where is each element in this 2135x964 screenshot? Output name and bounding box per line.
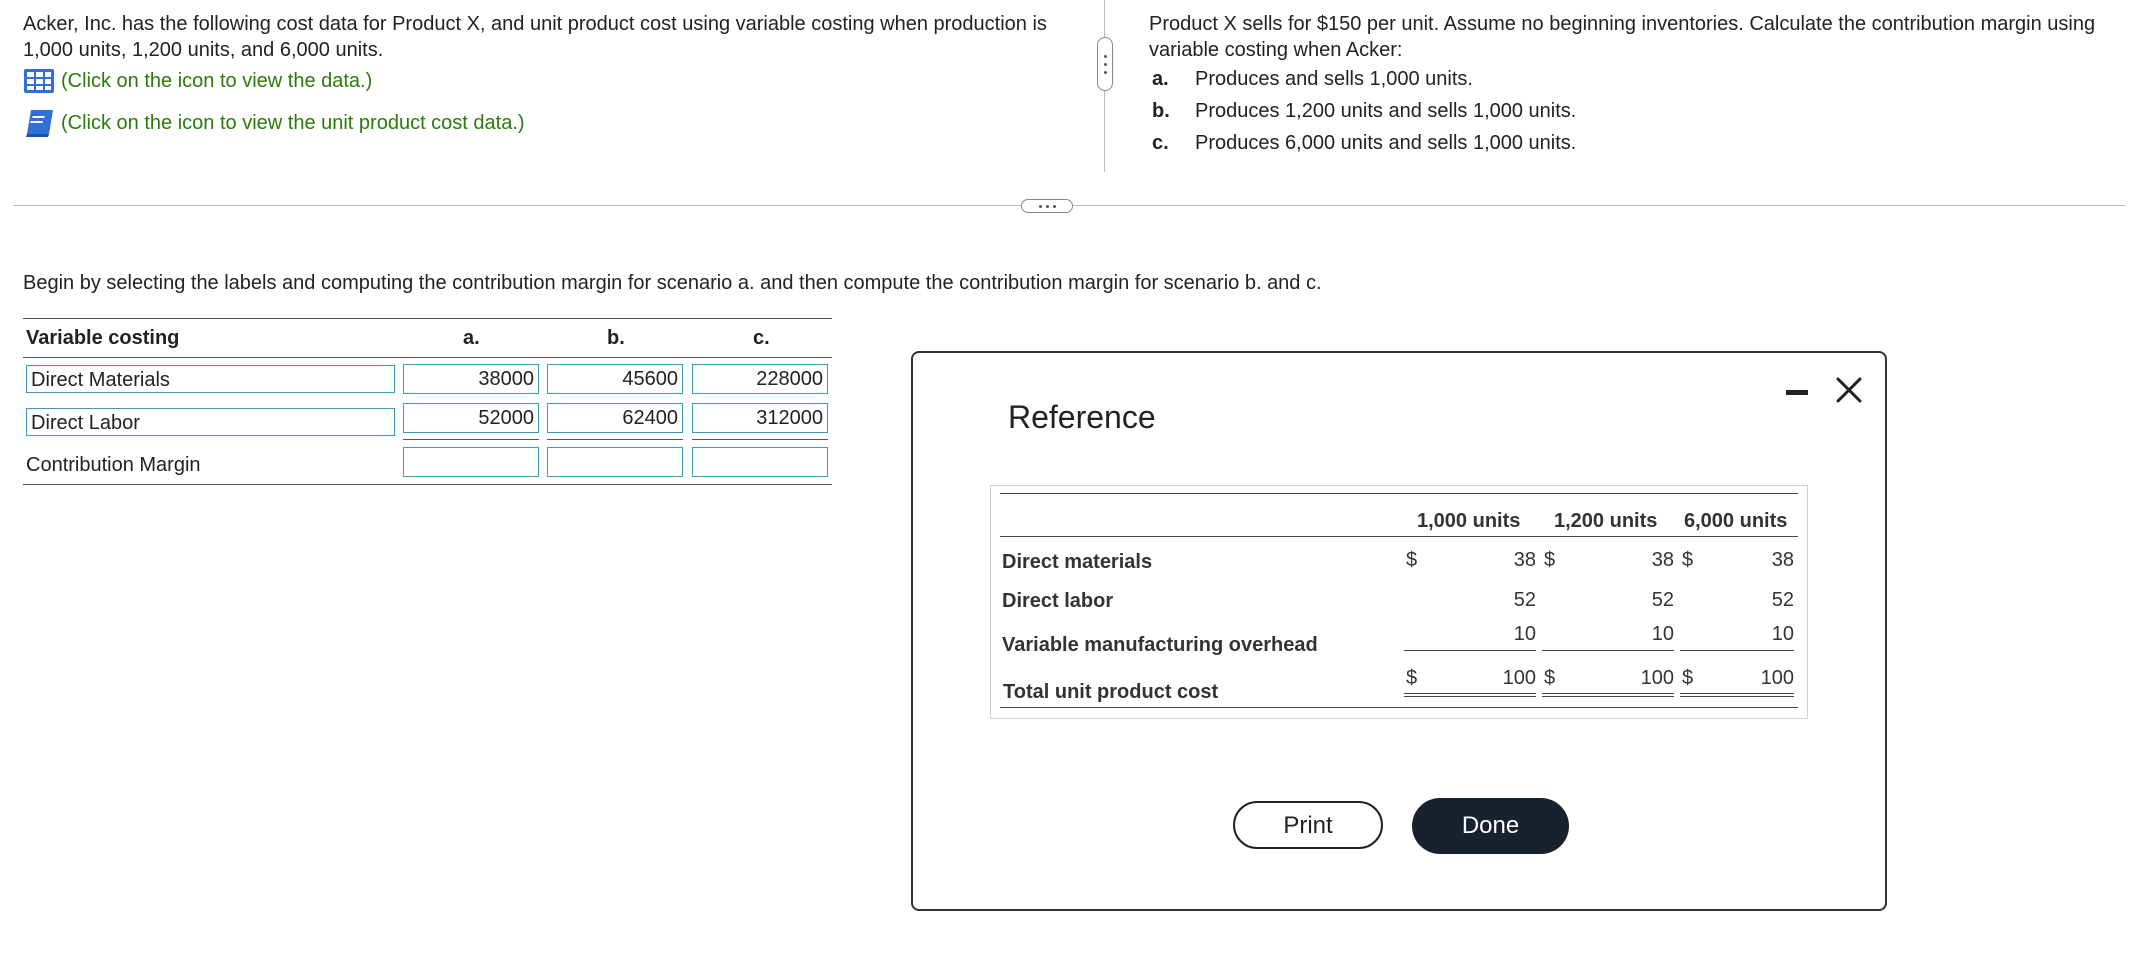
subtotal-rule <box>1680 650 1794 651</box>
ref-value: 52 <box>1771 589 1794 611</box>
row-label-contribution-margin: Contribution Margin <box>26 454 201 476</box>
ref-column-header: 1,000 units <box>1417 510 1521 532</box>
unit-cost-link-text[interactable]: (Click on the icon to view the unit product cost data.) <box>61 111 525 134</box>
input-c-direct-materials[interactable]: 228000 <box>692 364 828 394</box>
input-c-direct-labor[interactable]: 312000 <box>692 403 828 433</box>
ref-row-label: Direct labor <box>1002 590 1114 612</box>
data-link[interactable] <box>23 68 372 94</box>
subtotal-rule <box>547 439 683 440</box>
currency-symbol: $ <box>1406 667 1418 689</box>
input-b-contribution-margin[interactable] <box>547 447 683 477</box>
scenario-a <box>1152 68 1473 91</box>
subtotal-rule <box>1542 650 1674 651</box>
ref-value: 52 <box>1651 589 1674 611</box>
total-double-rule <box>1404 693 1536 697</box>
ref-value: 10 <box>1513 623 1536 645</box>
ref-value: 38 <box>1771 549 1794 571</box>
currency-symbol: $ <box>1682 549 1694 571</box>
scenario-letter: b. <box>1152 100 1170 122</box>
minimize-icon[interactable] <box>1786 390 1808 395</box>
problem-statement-left: Acker, Inc. has the following cost data for Product X, and unit product cost using variable costing when production is 1,000 units, 1,200 units, and 6,000 units. <box>23 13 1047 61</box>
input-a-direct-labor[interactable]: 52000 <box>403 403 539 433</box>
data-link-text[interactable]: (Click on the icon to view the data.) <box>61 69 373 92</box>
table-rule <box>23 318 832 319</box>
total-double-rule <box>1680 693 1794 697</box>
scenario-text: Produces 1,200 units and sells 1,000 units. <box>1195 100 1577 122</box>
input-b-direct-materials[interactable]: 45600 <box>547 364 683 394</box>
scenario-text: Produces and sells 1,000 units. <box>1195 68 1473 90</box>
scenario-letter: a. <box>1152 68 1169 90</box>
row-label-select-direct-materials[interactable]: Direct Materials <box>26 365 395 393</box>
ref-row-label: Direct materials <box>1002 551 1153 573</box>
subtotal-rule <box>1404 650 1536 651</box>
ref-row-label: Total unit product cost <box>1003 681 1219 703</box>
scenario-text: Produces 6,000 units and sells 1,000 units. <box>1195 132 1577 154</box>
ref-value: 100 <box>1760 667 1794 689</box>
close-icon[interactable] <box>1833 374 1865 406</box>
currency-symbol: $ <box>1544 549 1556 571</box>
print-button[interactable]: Print <box>1233 801 1383 849</box>
input-b-direct-labor[interactable]: 62400 <box>547 403 683 433</box>
ref-value: 100 <box>1640 667 1674 689</box>
scenario-b <box>1152 100 1576 123</box>
currency-symbol: $ <box>1544 667 1556 689</box>
horizontal-splitter-handle[interactable] <box>1021 199 1073 213</box>
column-header-a: a. <box>463 327 480 349</box>
ref-column-header: 6,000 units <box>1684 510 1788 532</box>
table-rule <box>1000 493 1798 494</box>
input-a-contribution-margin[interactable] <box>403 447 539 477</box>
worksheet-header: Variable costing <box>26 327 180 349</box>
ref-value: 52 <box>1513 589 1536 611</box>
ref-value: 38 <box>1513 549 1536 571</box>
row-label-select-direct-labor[interactable]: Direct Labor <box>26 408 395 436</box>
table-rule <box>23 357 832 358</box>
dialog-title: Reference <box>1008 399 1156 435</box>
column-header-b: b. <box>607 327 625 349</box>
problem-statement-right: Product X sells for $150 per unit. Assume no beginning inventories. Calculate the contribution margin using variable costing when Acker: <box>1149 13 2096 61</box>
column-header-c: c. <box>753 327 770 349</box>
subtotal-rule <box>403 439 539 440</box>
instruction-text: Begin by selecting the labels and computing the contribution margin for scenario a. and then compute the contribution margin for scenario b. and c. <box>23 272 1322 294</box>
ref-value: 38 <box>1651 549 1674 571</box>
unit-cost-link[interactable] <box>23 108 525 138</box>
vertical-splitter-handle[interactable] <box>1097 37 1113 91</box>
subtotal-rule <box>692 439 828 440</box>
ref-value: 10 <box>1771 623 1794 645</box>
ref-value: 10 <box>1651 623 1674 645</box>
book-icon <box>23 108 55 138</box>
currency-symbol: $ <box>1406 549 1418 571</box>
input-a-direct-materials[interactable]: 38000 <box>403 364 539 394</box>
scenario-letter: c. <box>1152 132 1169 154</box>
table-rule <box>1000 536 1798 537</box>
ref-value: 100 <box>1502 667 1536 689</box>
scenario-c <box>1152 132 1576 155</box>
ref-column-header: 1,200 units <box>1554 510 1658 532</box>
total-double-rule <box>1542 693 1674 697</box>
table-rule <box>1000 707 1798 708</box>
ref-row-label: Variable manufacturing overhead <box>1002 634 1318 656</box>
currency-symbol: $ <box>1682 667 1694 689</box>
done-button[interactable]: Done <box>1412 798 1569 854</box>
input-c-contribution-margin[interactable] <box>692 447 828 477</box>
table-rule <box>23 484 832 485</box>
table-grid-icon <box>23 68 55 94</box>
variable-costing-worksheet <box>23 317 832 485</box>
